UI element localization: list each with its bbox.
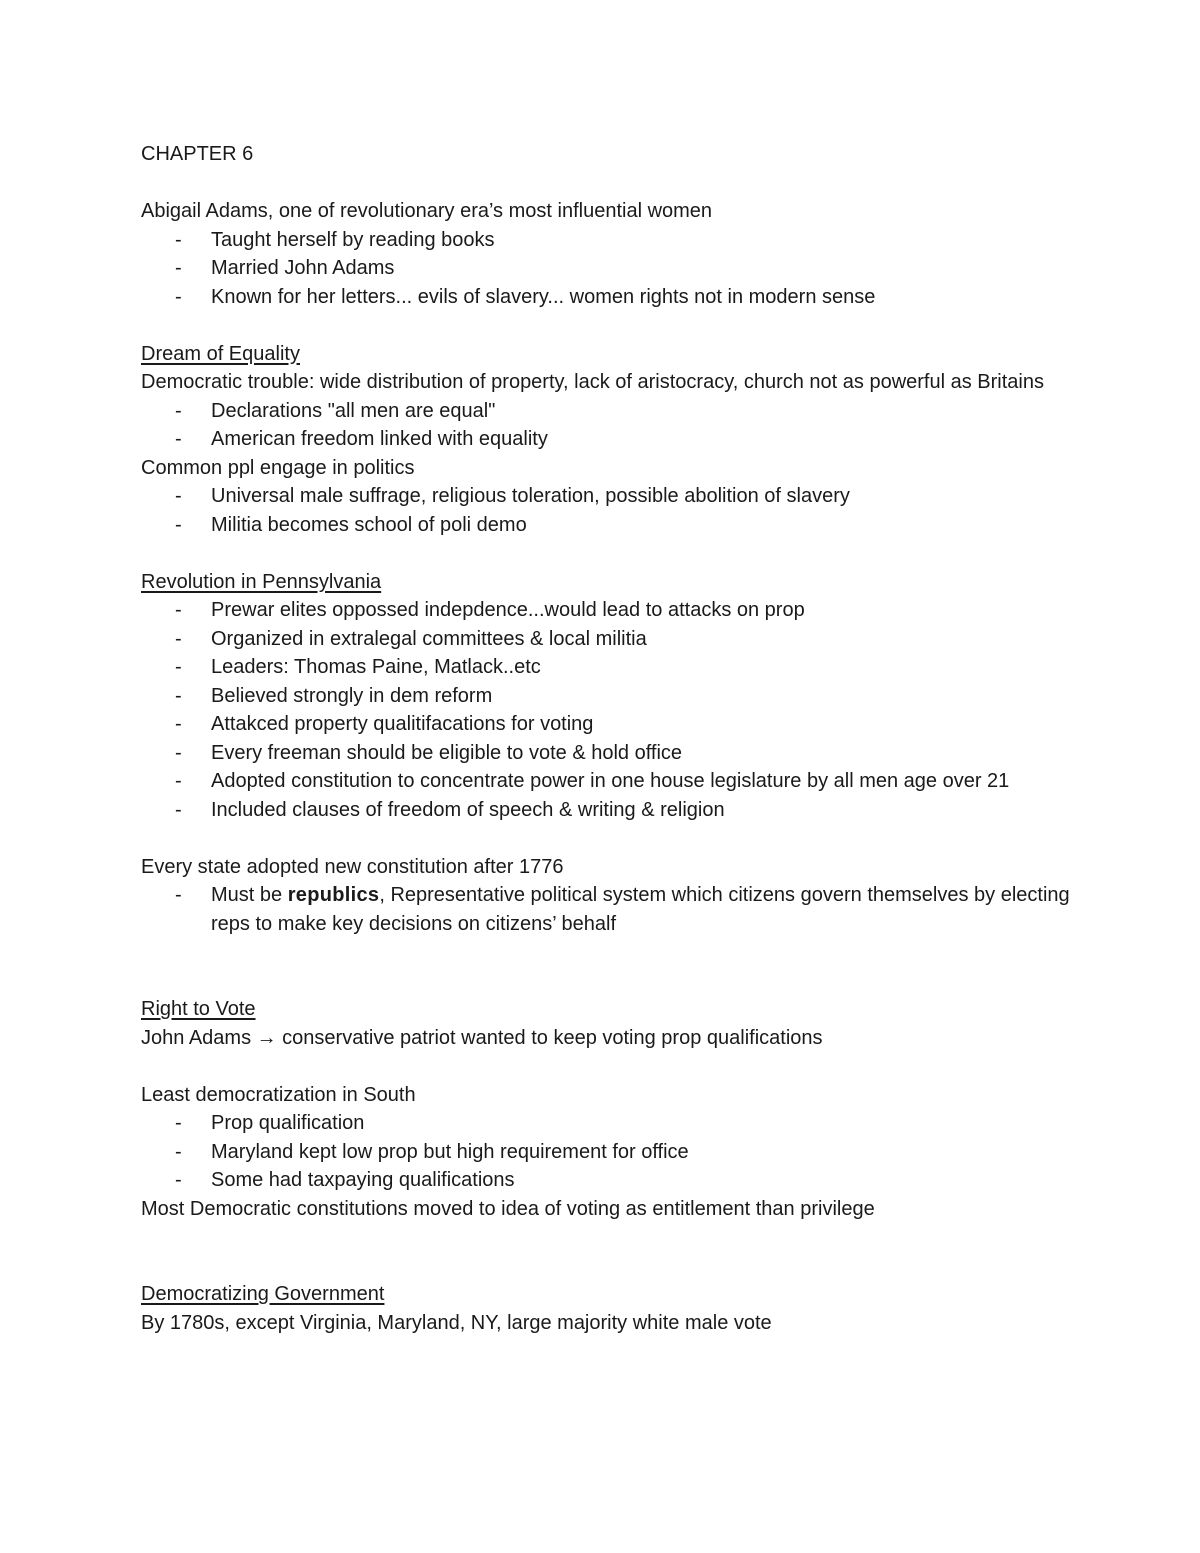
- list-item: - Universal male suffrage, religious toleration, possible abolition of slavery: [141, 482, 1071, 511]
- list-item: - Organized in extralegal committees & local militia: [141, 625, 1071, 654]
- dash-bullet: -: [175, 599, 182, 621]
- dash-bullet: -: [175, 1169, 182, 1191]
- dream-bullet-list-2: [141, 482, 1071, 539]
- intro-line: Abigail Adams, one of revolutionary era’s most influential women: [141, 200, 713, 222]
- list-item: - Attakced property qualitifacations for voting: [141, 710, 1071, 739]
- dream-line-1: Democratic trouble: wide distribution of property, lack of aristocracy, church not as powerful as Britains: [141, 371, 1044, 393]
- vote-line-3: Most Democratic constitutions moved to idea of voting as entitlement than privilege: [141, 1197, 875, 1220]
- section-heading-right-to-vote: Right to Vote: [141, 998, 256, 1020]
- section-heading-dream-of-equality: Dream of Equality: [141, 342, 300, 365]
- dream-bullet-list-1: [141, 397, 1071, 454]
- dash-bullet: -: [175, 627, 182, 650]
- list-item: - Declarations "all men are equal": [141, 397, 1071, 426]
- list-item: - Some had taxpaying qualifications: [141, 1166, 1071, 1195]
- list-item: - Married John Adams: [141, 254, 1071, 283]
- list-item: - Maryland kept low prop but high requirement for office: [141, 1138, 1071, 1167]
- spacer: [141, 1052, 1071, 1081]
- dash-bullet: -: [175, 428, 182, 450]
- list-item: - Every freeman should be eligible to vote & hold office: [141, 739, 1071, 768]
- list-item: [141, 881, 1071, 938]
- dash-bullet: -: [175, 285, 182, 308]
- dash-bullet: -: [175, 713, 182, 735]
- states-line: Every state adopted new constitution after 1776: [141, 855, 564, 878]
- dash-bullet: -: [175, 684, 182, 707]
- list-item: - Prop qualification: [141, 1109, 1071, 1138]
- dash-bullet: -: [175, 399, 182, 422]
- vote-line-1: John Adams → conservative patriot wanted to keep voting prop qualifications: [141, 1026, 823, 1049]
- section-heading-democratizing-government: Democratizing Government: [141, 1283, 385, 1305]
- list-item: - Included clauses of freedom of speech & writing & religion: [141, 796, 1071, 825]
- vote-line-2: Least democratization in South: [141, 1083, 416, 1106]
- dash-bullet: -: [175, 656, 182, 678]
- intro-bullet-list: [141, 226, 1071, 312]
- states-bullet-list: [141, 881, 1071, 938]
- bullet-prefix: Must be: [211, 884, 288, 906]
- dash-bullet: -: [175, 228, 182, 251]
- list-item: - Leaders: Thomas Paine, Matlack..etc: [141, 653, 1071, 682]
- section-heading-revolution-in-pennsylvania: Revolution in Pennsylvania: [141, 570, 382, 593]
- list-item: - Believed strongly in dem reform: [141, 682, 1071, 711]
- vote-bullet-list: [141, 1109, 1071, 1195]
- government-line: By 1780s, except Virginia, Maryland, NY, large majority white male vote: [141, 1311, 772, 1334]
- list-item: - Taught herself by reading books: [141, 226, 1071, 255]
- bold-term: republics: [287, 884, 380, 906]
- chapter-title: CHAPTER 6: [141, 143, 254, 165]
- dream-line-2: Common ppl engage in politics: [141, 456, 415, 479]
- list-item: - Adopted constitution to concentrate power in one house legislature by all men age over 21: [141, 767, 1071, 796]
- spacer: [141, 938, 1071, 995]
- dash-bullet: -: [175, 770, 182, 792]
- spacer: [141, 1223, 1071, 1280]
- spacer: [141, 539, 1071, 568]
- spacer: [141, 824, 1071, 853]
- spacer: [141, 169, 1071, 198]
- dash-bullet: -: [175, 485, 182, 507]
- pennsylvania-bullet-list: [141, 596, 1071, 824]
- list-item: - American freedom linked with equality: [141, 425, 1071, 454]
- dash-bullet: -: [175, 257, 182, 279]
- dash-bullet: -: [175, 1140, 182, 1163]
- dash-bullet: -: [175, 798, 182, 821]
- dash-bullet: -: [175, 513, 182, 536]
- bullet-rest: , Representative political system which citizens govern themselves by electing reps to make key decisions on citizens’ behalf: [211, 884, 1070, 935]
- document-page: [141, 140, 1071, 1337]
- dash-bullet: -: [175, 741, 182, 764]
- list-item: - Known for her letters... evils of slavery... women rights not in modern sense: [141, 283, 1071, 312]
- list-item: - Prewar elites oppossed indepdence...would lead to attacks on prop: [141, 596, 1071, 625]
- dash-bullet: -: [175, 884, 182, 906]
- list-item: - Militia becomes school of poli demo: [141, 511, 1071, 540]
- spacer: [141, 311, 1071, 340]
- dash-bullet: -: [175, 1112, 182, 1134]
